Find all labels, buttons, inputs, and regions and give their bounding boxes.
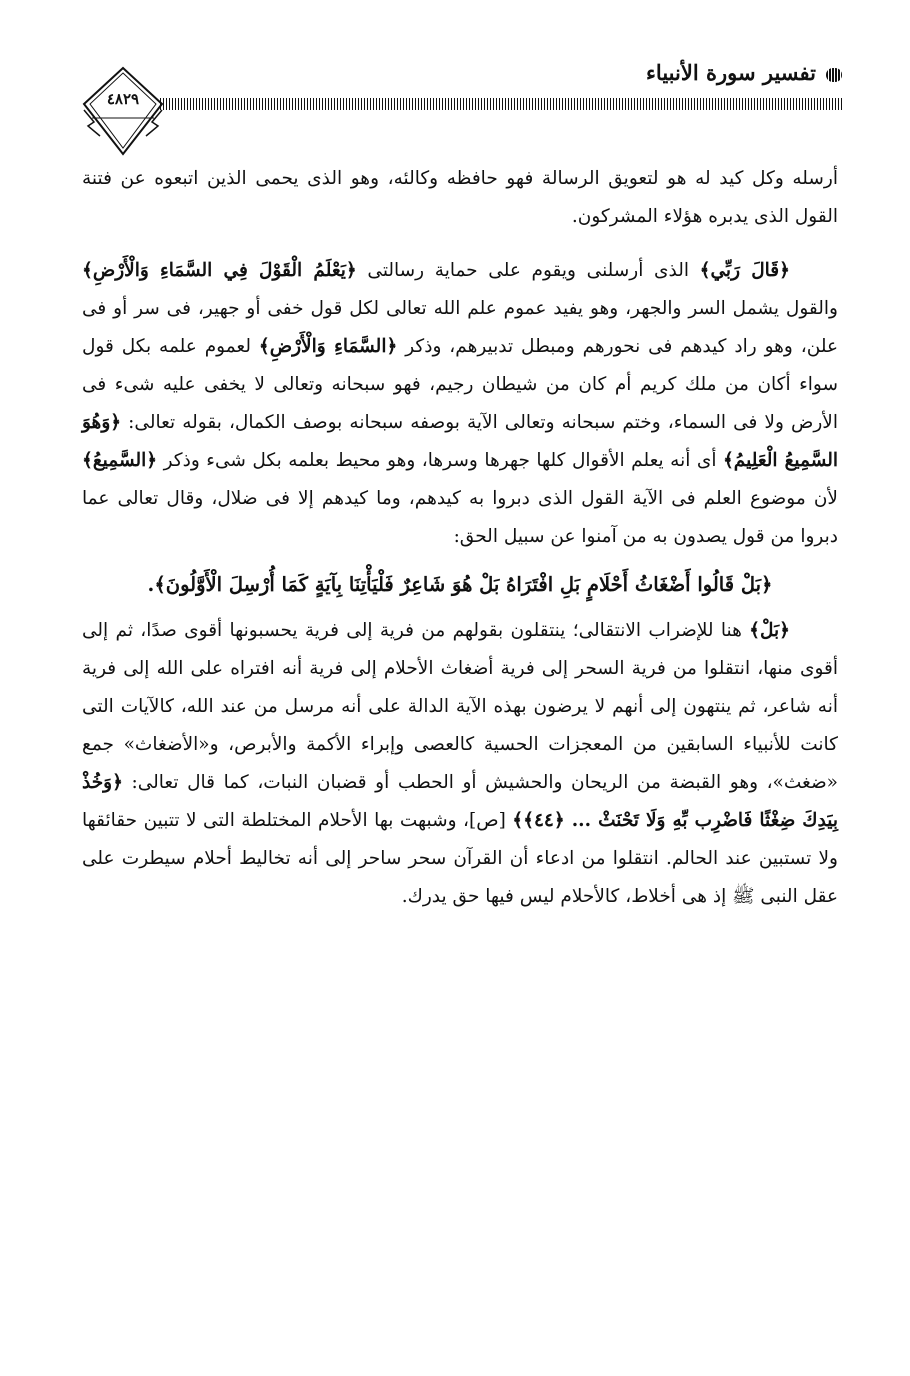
paragraph-text: [ص]، وشبهت بها الأحلام المختلطة التى لا تتبين حقائقها ولا تستبين عند الحالم. انتقلوا من ادعاء أن القرآن سحر ساحر إلى أنه تخاليط أحلام سيطرت على عقل النبى ﷺ إذ هى أخلاط، كالأحلام ليس فيها حق يدرك.: [82, 810, 838, 907]
page-number: ٤٨٢٩: [106, 90, 140, 108]
running-title: [646, 60, 842, 85]
title-text: تفسير سورة الأنبياء: [646, 60, 816, 85]
quran-quote: ﴿السَّمِيعُ﴾: [82, 450, 158, 471]
paragraph-text: الذى أرسلنى ويقوم على حماية رسالتى: [356, 260, 700, 281]
paragraph-text: والقول يشمل السر والجهر، وهو يفيد عموم علم الله تعالى لكل قول خفى أو جهير، فى سر أو فى علن، وهو راد كيدهم فى نحورهم ومبطل تدبيرهم، وذكر: [82, 298, 838, 357]
paragraph-1: أرسله وكل كيد له هو لتعويق الرسالة فهو حافظه وكالئه، وهو الذى يحمى الذين اتبعوه عن فتنة القول الذى يدبره هؤلاء المشركون.: [82, 168, 838, 227]
paragraph-text: هنا للإضراب الانتقالى؛ ينتقلون بقولهم من فرية إلى فرية يحسبونها أقوى صدًا، ثم إلى أقوى منها، انتقلوا من فرية السحر إلى فرية أضغاث الأحلام إلى فرية أنه افتراه على الله إلى فرية أنه شاعر، ثم ينتهون إلى أنهم لا يرضون بهذه الآية الدالة على أنه مرسل من عند الله، كالآيات التى كانت للأنبياء السابقين من المعجزات الحسية كالعصى وإبراء الأكمة والأبرص، و«الأضغاث» جمع «ضغث»، وهو القبضة من الريحان والحشيش أو الحطب أو قضبان النبات، كما قال تعالى:: [82, 620, 838, 793]
paragraph-3: [82, 612, 838, 916]
quran-quote: ﴿بَلْ﴾: [749, 620, 790, 641]
ornament-icon: [826, 68, 842, 82]
body-text: [82, 160, 838, 916]
paragraph-text: لعموم علمه بكل قول سواء أكان من ملك كريم أم كان من شيطان رجيم، فهو سبحانه وتعالى لا يخفى عليه شىء فى الأرض ولا فى السماء، وختم سبحانه وتعالى الآية بوصفه سبحانه بوصف الكمال، بقوله تعالى:: [82, 336, 838, 433]
paragraph-text: أى أنه يعلم الأقوال كلها جهرها وسرها، وهو محيط بعلمه بكل شىء وذكر: [157, 450, 723, 471]
paragraph-2: [82, 252, 838, 556]
diamond-frame-icon: [82, 66, 164, 158]
quran-quote: ﴿يَعْلَمُ الْقَوْلَ فِي السَّمَاءِ وَالْأَرْضِ﴾: [82, 260, 357, 281]
paragraph-text: لأن موضوع العلم فى الآية القول الذى دبروا به كيدهم، وما كيدهم إلا فى ضلال، وقال تعالى عما دبروا من قول يصدون به من آمنوا عن سبيل الحق:: [82, 488, 838, 547]
quran-quote: ﴿وَهُوَ السَّمِيعُ الْعَلِيمُ﴾: [82, 412, 838, 471]
header-rule: [160, 98, 842, 110]
quran-quote: ﴿وَخُذْ بِيَدِكَ ضِغْثًا فَاضْرِب بِّهِ وَلَا تَحْنَثْ ... ﴿٤٤﴾﴾: [82, 772, 838, 831]
verse-block: ﴿بَلْ قَالُوا أَضْغَاثُ أَحْلَامٍ بَلِ افْتَرَاهُ بَلْ هُوَ شَاعِرٌ فَلْيَأْتِنَا بِآيَةٍ كَمَا أُرْسِلَ الْأَوَّلُونَ﴾.: [147, 573, 773, 596]
quran-quote: ﴿قَالَ رَبِّي﴾: [699, 260, 790, 281]
page-number-badge: [82, 66, 164, 158]
page-header: [82, 58, 842, 158]
quran-quote: ﴿السَّمَاءِ وَالْأَرْضِ﴾: [258, 336, 398, 357]
